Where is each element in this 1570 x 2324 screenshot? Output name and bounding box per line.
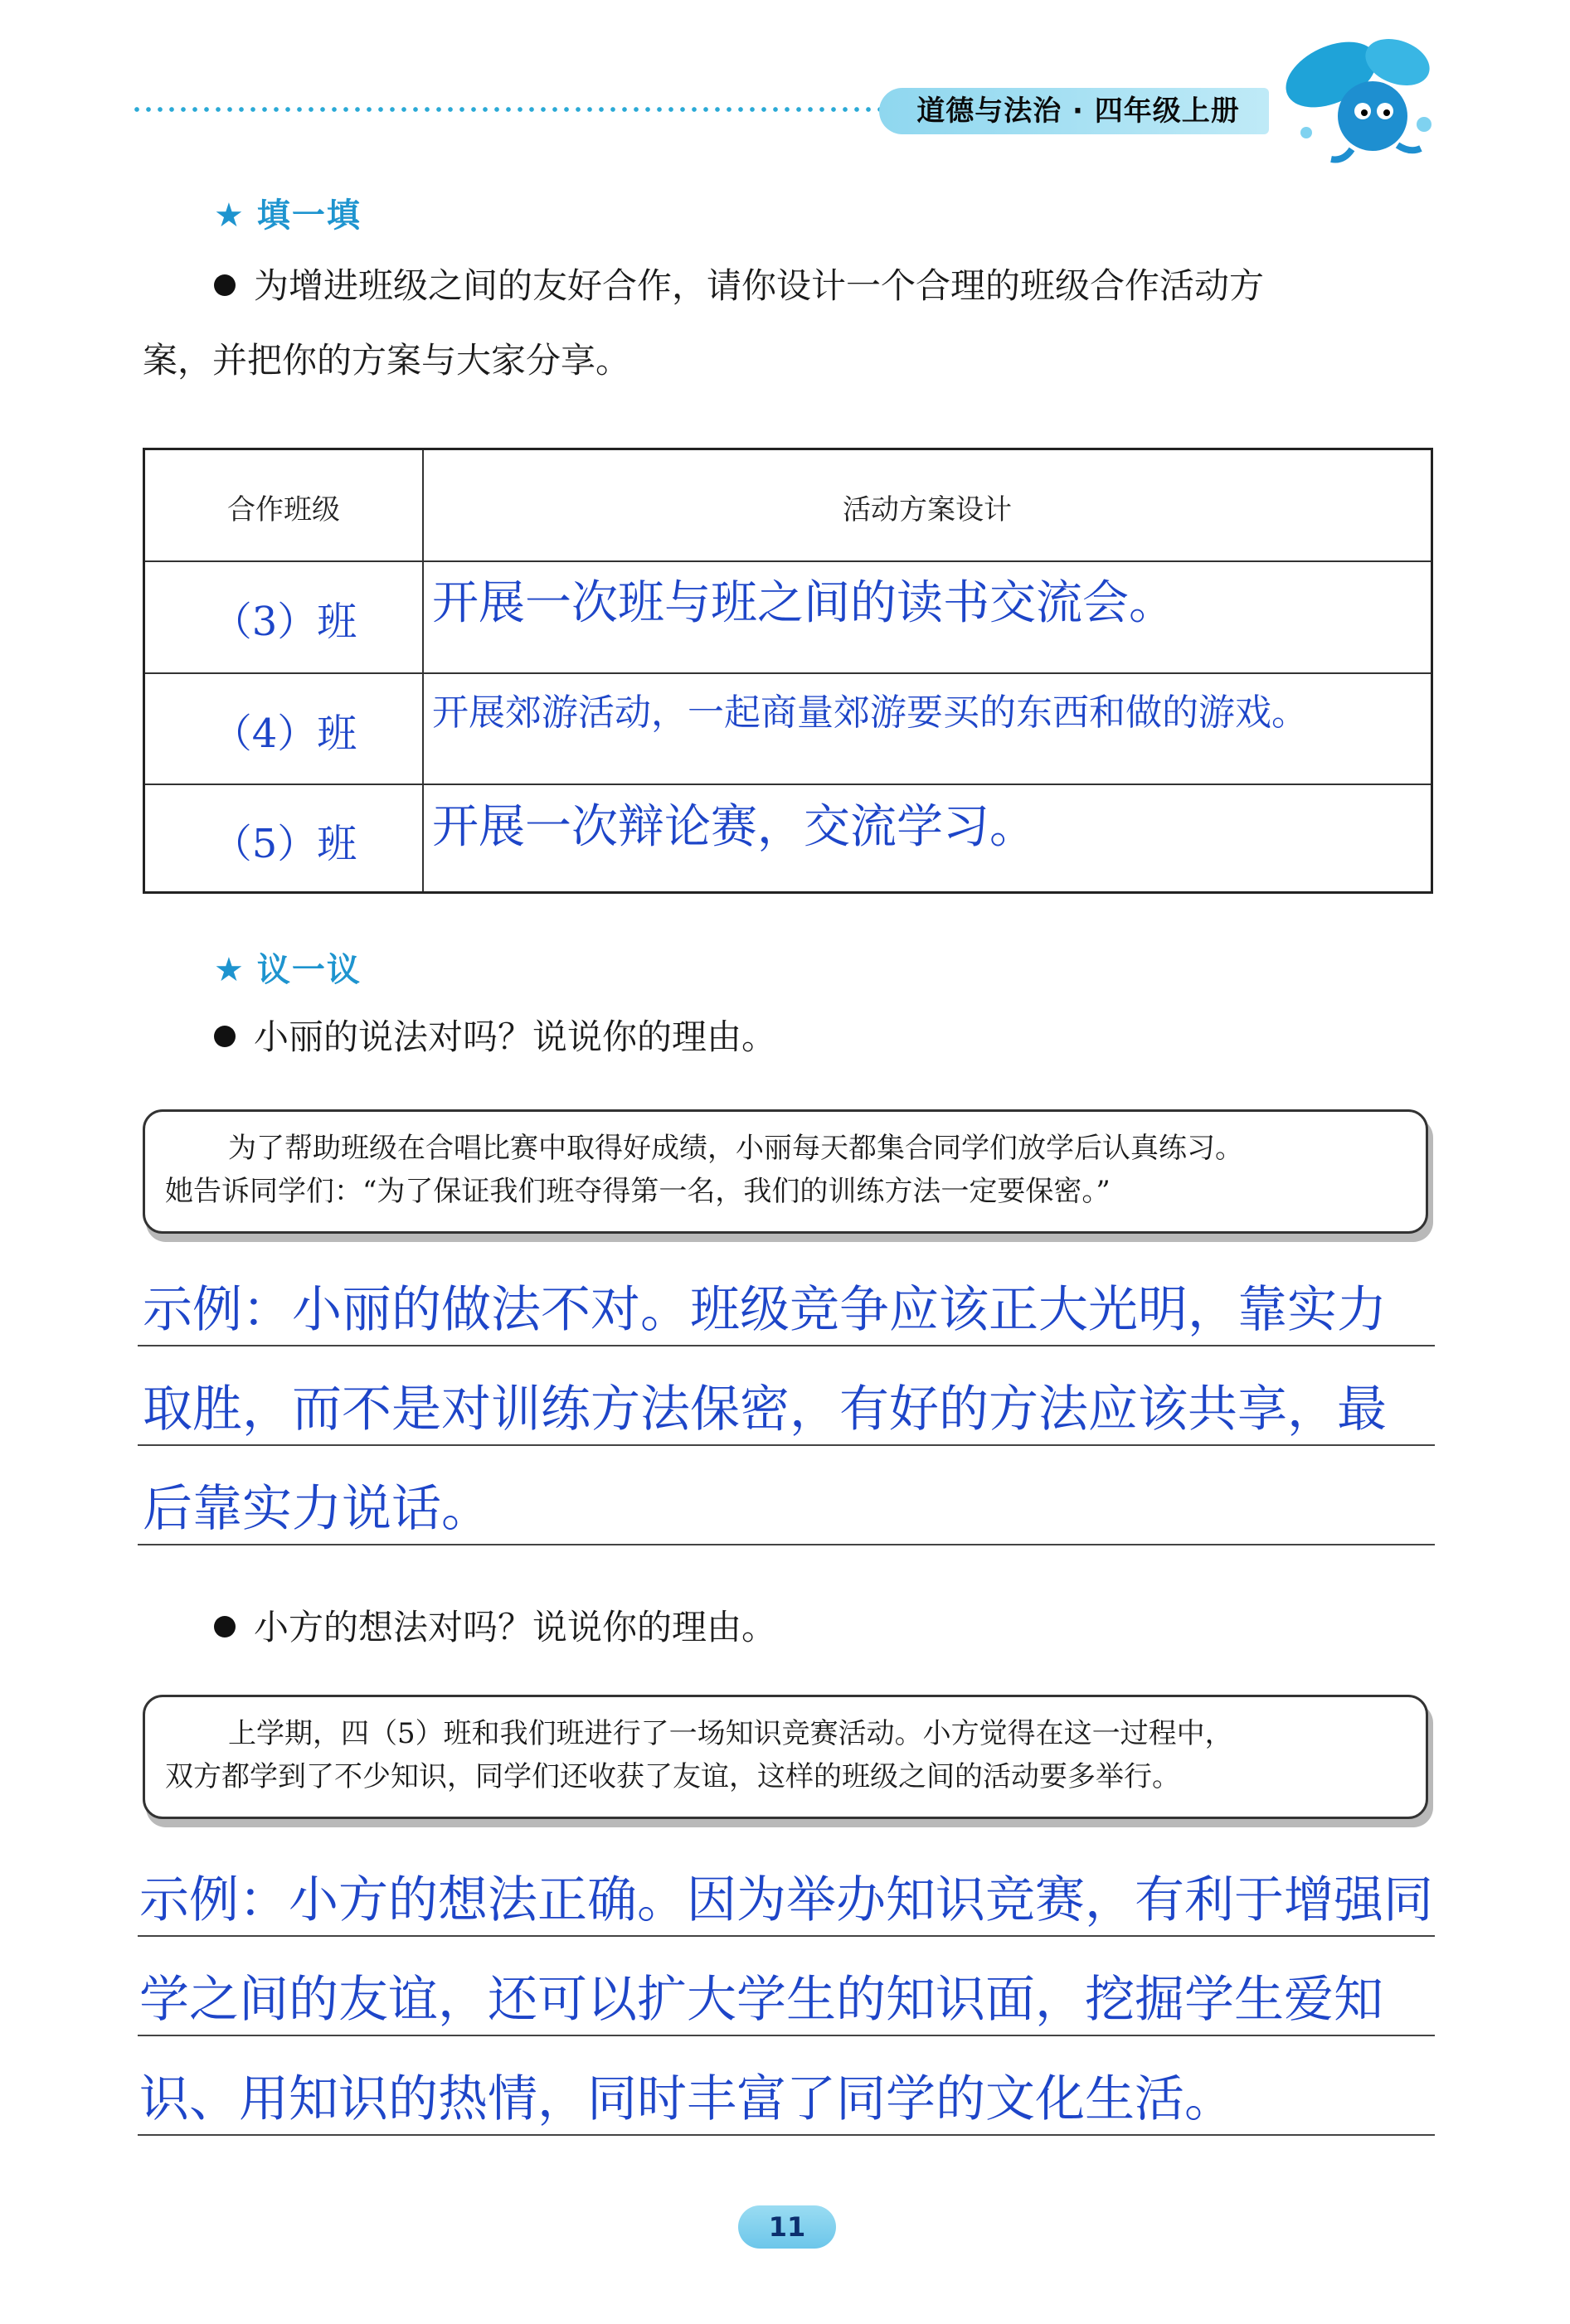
prompt-line-1 [214, 265, 1441, 307]
table-row-plan: 开展一次班与班之间的读书交流会。 [432, 576, 1175, 630]
question-1-prompt-text: 小丽的说法对吗？说说你的理由。 [254, 1016, 777, 1057]
mascot-icon [1273, 25, 1447, 166]
story-1-line-2: 她告诉同学们：“为了保证我们班夺得第一名，我们的训练方法一定要保密。” [165, 1175, 1111, 1208]
star-icon: ★ [214, 196, 245, 235]
table-header-class: 合作班级 [227, 493, 340, 526]
table-divider [145, 784, 1431, 785]
story-box-2 [143, 1695, 1428, 1819]
answer-1-line-2: 取胜，而不是对训练方法保密，有好的方法应该共享，最 [143, 1380, 1387, 1439]
prompt-line-1-text: 为增进班级之间的友好合作，请你设计一个合理的班级合作活动方 [254, 265, 1265, 306]
story-1-line-1: 为了帮助班级在合唱比赛中取得好成绩，小丽每天都集合同学们放学后认真练习。 [228, 1132, 1243, 1165]
answer-rule [138, 1345, 1435, 1346]
section-heading-fill-label: 填一填 [256, 196, 362, 235]
story-box-1 [143, 1109, 1428, 1234]
table-divider [145, 560, 1431, 562]
answer-1-line-3: 后靠实力说话。 [143, 1480, 491, 1538]
table-row-class: （4）班 [211, 711, 357, 757]
answer-rule [138, 1935, 1435, 1937]
section-heading-fill [214, 189, 362, 236]
question-2-prompt [214, 1607, 776, 1648]
answer-rule [138, 1544, 1435, 1545]
answer-2-line-2: 学之间的友谊，还可以扩大学生的知识面，挖掘学生爱知 [139, 1971, 1383, 2029]
answer-1-line-1: 示例：小丽的做法不对。班级竞争应该正大光明，靠实力 [143, 1281, 1387, 1339]
section-heading-discuss [214, 944, 362, 991]
book-title: 道德与法治 · 四年级上册 [916, 95, 1240, 128]
answer-rule [138, 2134, 1435, 2136]
answer-2-line-3: 识、用知识的热情，同时丰富了同学的文化生活。 [139, 2070, 1234, 2128]
activity-plan-table [143, 448, 1433, 894]
table-row-plan: 开展一次辩论赛，交流学习。 [432, 800, 1036, 854]
star-icon: ★ [214, 951, 245, 989]
answer-rule [138, 2035, 1435, 2036]
table-divider [145, 672, 1431, 674]
answer-rule [138, 1444, 1435, 1446]
prompt-line-2: 案，并把你的方案与大家分享。 [143, 340, 631, 381]
bullet-icon [214, 274, 236, 296]
header-dotted-line [131, 106, 887, 113]
bullet-icon [214, 1616, 236, 1637]
page-number: 11 [768, 2211, 806, 2243]
question-1-prompt [214, 1016, 776, 1058]
section-heading-discuss-label: 议一议 [256, 951, 362, 989]
table-row-class: （3）班 [211, 599, 357, 645]
table-header-plan: 活动方案设计 [843, 493, 1012, 526]
table-row-class: （5）班 [211, 821, 357, 867]
question-2-prompt-text: 小方的想法对吗？说说你的理由。 [254, 1607, 777, 1647]
answer-2-line-1: 示例：小方的想法正确。因为举办知识竞赛，有利于增强同 [139, 1871, 1433, 1929]
story-2-line-1: 上学期，四（5）班和我们班进行了一场知识竞赛活动。小方觉得在这一过程中， [228, 1717, 1233, 1750]
bullet-icon [214, 1026, 236, 1047]
table-row-plan: 开展郊游活动，一起商量郊游要买的东西和做的游戏。 [432, 691, 1308, 734]
story-2-line-2: 双方都学到了不少知识，同学们还收获了友谊，这样的班级之间的活动要多举行。 [165, 1760, 1180, 1793]
